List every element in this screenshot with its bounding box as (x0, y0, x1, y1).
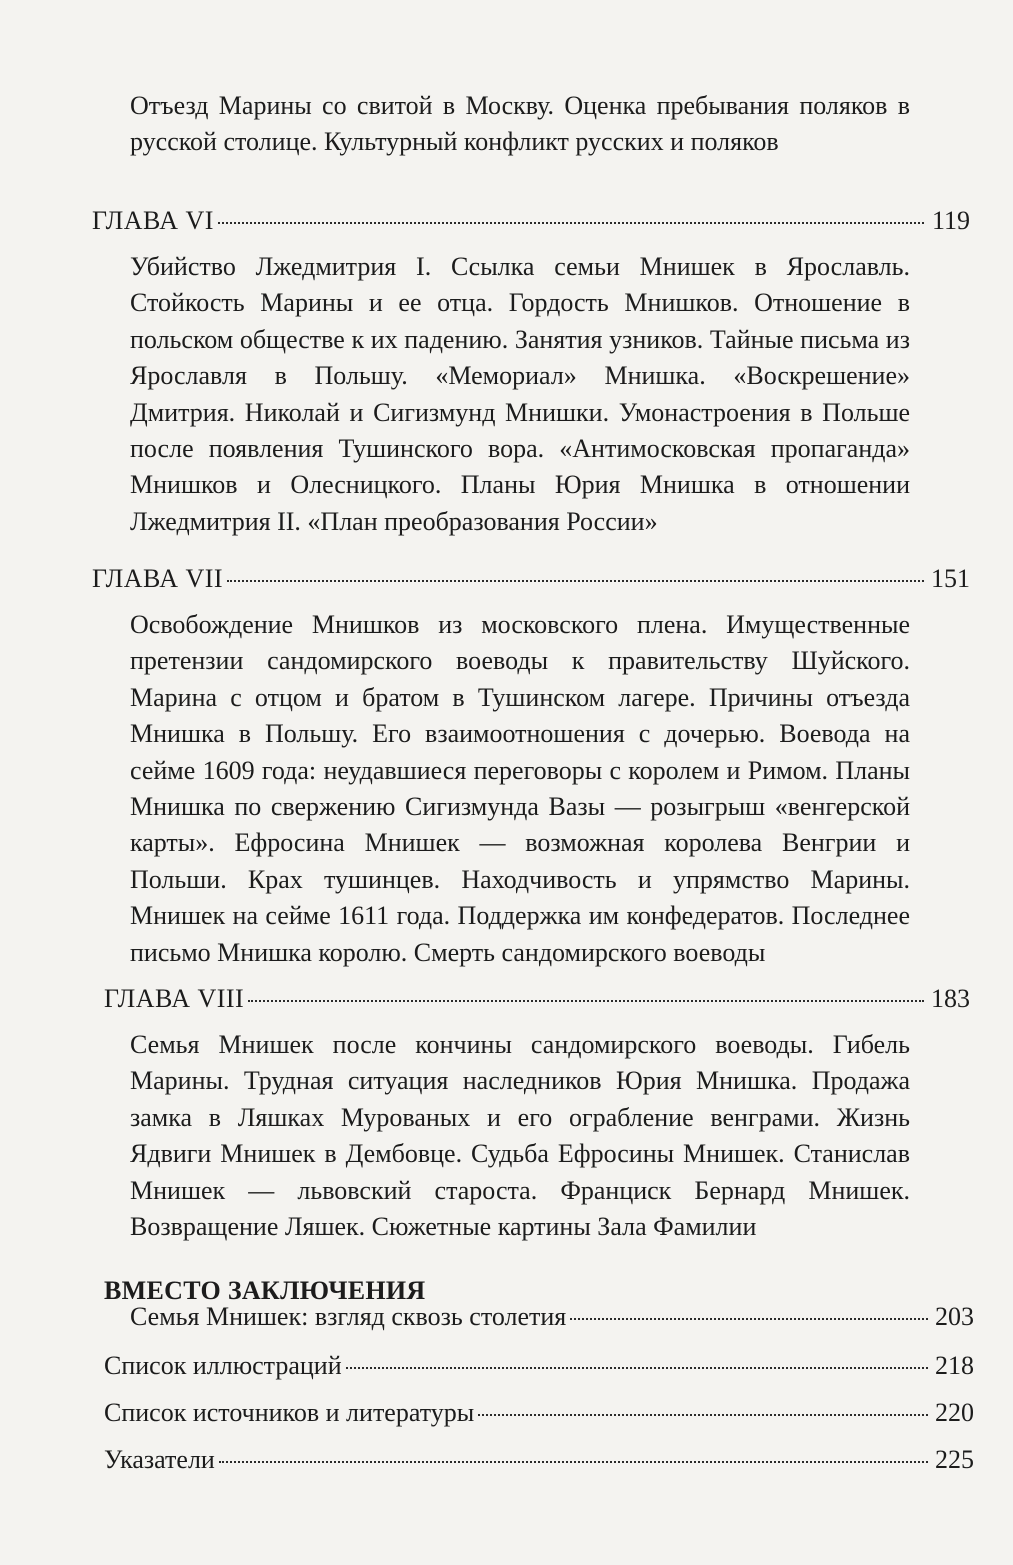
dot-leader (478, 1414, 928, 1416)
chapter-title: ГЛАВА VI (92, 206, 214, 235)
chapter-6-summary: Убийство Лжедмитрия I. Ссылка семьи Мнишек в Ярославль. Стойкость Марины и ее отца. Гордость Мнишков. Отношение в польском обществе к их падению. Занятия узников. Тайные письма из Ярославля в Польшу. «Мемориал» Мнишка. «Воскрешение» Дмитрия. Николай и Сигизмунд Мнишки. Умонастроения в Польше после появления Тушинского вора. «Антимосковская пропаганда» Мнишков и Олесницкого. Планы Юрия Мнишка в отношении Лжедмитрия II. «План преобразования России» (130, 252, 910, 536)
page-number: 220 (935, 1398, 974, 1427)
intro-paragraph: Отъезд Марины со свитой в Москву. Оценка пребывания поляков в русской столице. Культурный конфликт русских и поляков (130, 91, 910, 157)
toc-entry-chapter-6[interactable] (92, 204, 970, 238)
toc-entry-conclusion[interactable] (130, 1300, 974, 1334)
dot-leader (218, 222, 924, 224)
page-number: 218 (935, 1351, 974, 1380)
toc-entry-sources[interactable] (104, 1396, 974, 1430)
entry-title: Семья Мнишек: взгляд сквозь столетия (130, 1302, 567, 1331)
dot-leader (570, 1318, 928, 1320)
chapter-title: ГЛАВА VIII (104, 984, 245, 1013)
toc-entry-indexes[interactable] (104, 1443, 974, 1477)
entry-title: Указатели (104, 1445, 215, 1474)
chapter-title: ГЛАВА VII (92, 564, 224, 593)
dot-leader (219, 1461, 928, 1463)
dot-leader (227, 580, 924, 582)
entry-title: Список источников и литературы (104, 1398, 475, 1427)
toc-entry-chapter-8[interactable] (104, 982, 970, 1016)
chapter-8-summary: Семья Мнишек после кончины сандомирского воеводы. Гибель Марины. Трудная ситуация наследников Юрия Мнишка. Продажа замка в Ляшках Мурованых и его ограбление венграми. Жизнь Ядвиги Мнишек в Дембовце. Судьба Ефросины Мнишек. Станислав Мнишек — львовский староста. Франциск Бернард Мнишек. Возвращение Ляшек. Сюжетные картины Зала Фамилии (130, 1030, 910, 1242)
page-number: 151 (931, 564, 970, 593)
toc-entry-chapter-7[interactable] (92, 562, 970, 596)
dot-leader (346, 1367, 928, 1369)
entry-title: Список иллюстраций (104, 1351, 342, 1380)
conclusion-heading: ВМЕСТО ЗАКЛЮЧЕНИЯ (104, 1276, 426, 1305)
page-number: 203 (935, 1302, 974, 1331)
page-number: 183 (931, 984, 970, 1013)
chapter-7-summary: Освобождение Мнишков из московского плена. Имущественные претензии сандомирского воеводы к правительству Шуйского. Марина с отцом и братом в Тушинском лагере. Причины отъезда Мнишка в Польшу. Его взаимоотношения с дочерью. Воевода на сейме 1609 года: неудавшиеся переговоры с королем и Римом. Планы Мнишка по свержению Сигизмунда Вазы — розыгрыш «венгерской карты». Ефросина Мнишек — возможная королева Венгрии и Польши. Крах тушинцев. Находчивость и упрямство Марины. Мнишек на сейме 1611 года. Поддержка им конфедератов. Последнее письмо Мнишка королю. Смерть сандомирского воеводы (130, 610, 910, 967)
dot-leader (248, 1000, 924, 1002)
toc-entry-illustrations[interactable] (104, 1349, 974, 1383)
page-number: 119 (931, 206, 970, 235)
page-number: 225 (935, 1445, 974, 1474)
